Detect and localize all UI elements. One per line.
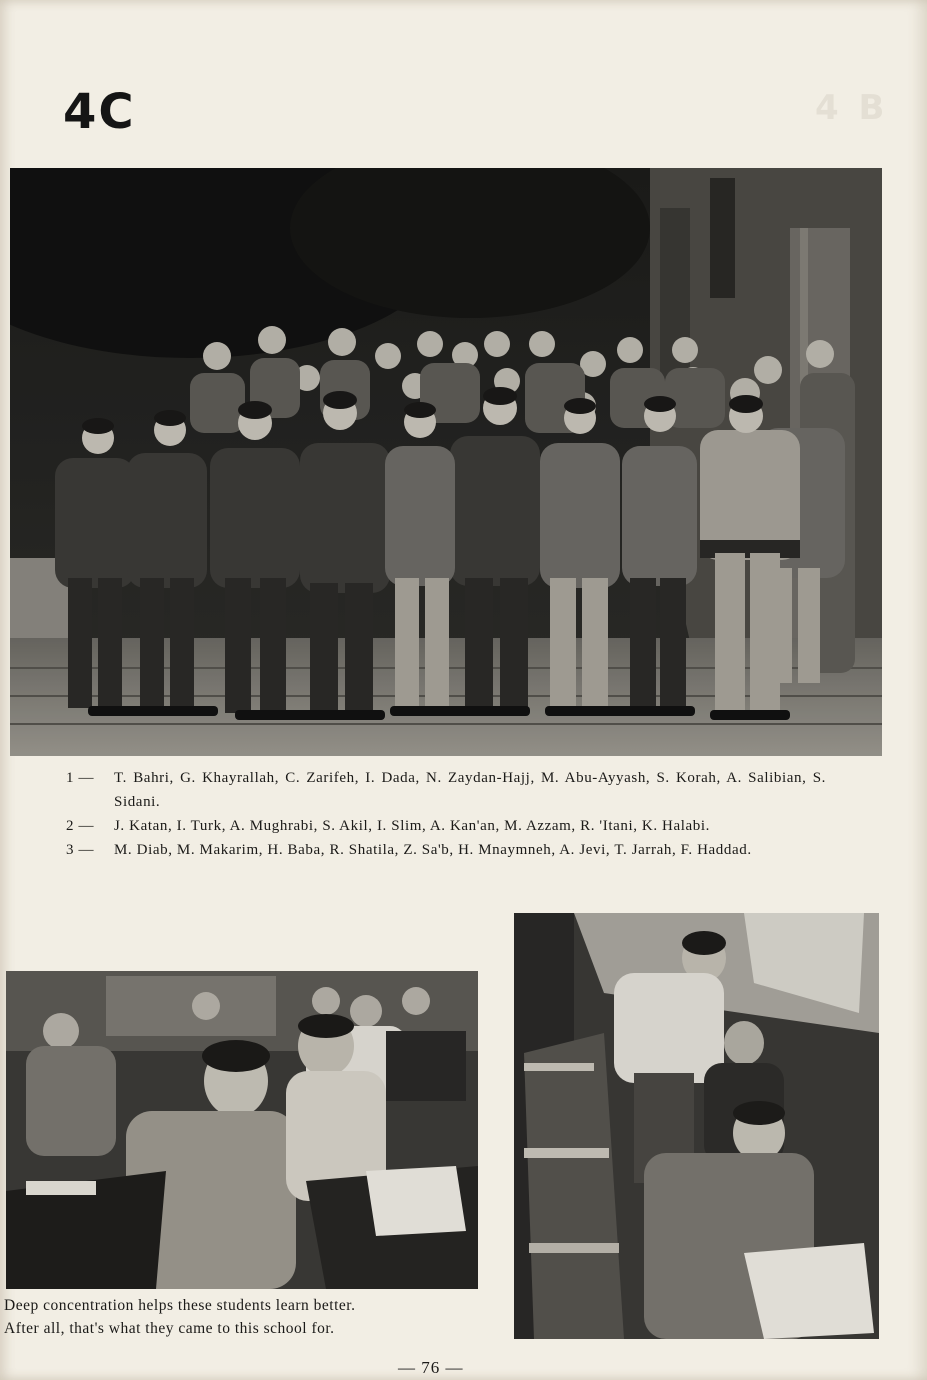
names-row-1 bbox=[66, 766, 826, 814]
classroom-photo-right bbox=[514, 913, 879, 1339]
names-list bbox=[66, 766, 826, 862]
classroom-photo-right-image bbox=[514, 913, 879, 1339]
caption-line-2: After all, that's what they came to this school for. bbox=[4, 1320, 335, 1337]
names-row-2 bbox=[66, 814, 826, 838]
row-names: M. Diab, M. Makarim, H. Baba, R. Shatila, Z. Sa'b, H. Mnaymneh, A. Jevi, T. Jarrah, F. Haddad. bbox=[114, 842, 752, 858]
row-number: 1 — bbox=[66, 770, 95, 786]
photo-caption bbox=[4, 1294, 488, 1340]
row-names: J. Katan, I. Turk, A. Mughrabi, S. Akil, I. Slim, A. Kan'an, M. Azzam, R. 'Itani, K. Halabi. bbox=[114, 818, 710, 834]
names-row-3 bbox=[66, 838, 826, 862]
caption-line-1: Deep concentration helps these students learn better. bbox=[4, 1297, 356, 1314]
group-photo bbox=[10, 168, 882, 756]
bleed-through-mark: 4 B bbox=[815, 88, 889, 128]
row-names: T. Bahri, G. Khayrallah, C. Zarifeh, I. Dada, N. Zaydan-Hajj, M. Abu-Ayyash, S. Korah, A. Salibian, S. Sidani. bbox=[114, 770, 826, 810]
classroom-photo-left bbox=[6, 971, 478, 1289]
page-title: 4C bbox=[63, 84, 136, 140]
row-number: 2 — bbox=[66, 818, 95, 834]
classroom-photo-left-image bbox=[6, 971, 478, 1289]
row-number: 3 — bbox=[66, 842, 95, 858]
page-number: — 76 — bbox=[398, 1358, 464, 1377]
group-photo-image bbox=[10, 168, 882, 756]
